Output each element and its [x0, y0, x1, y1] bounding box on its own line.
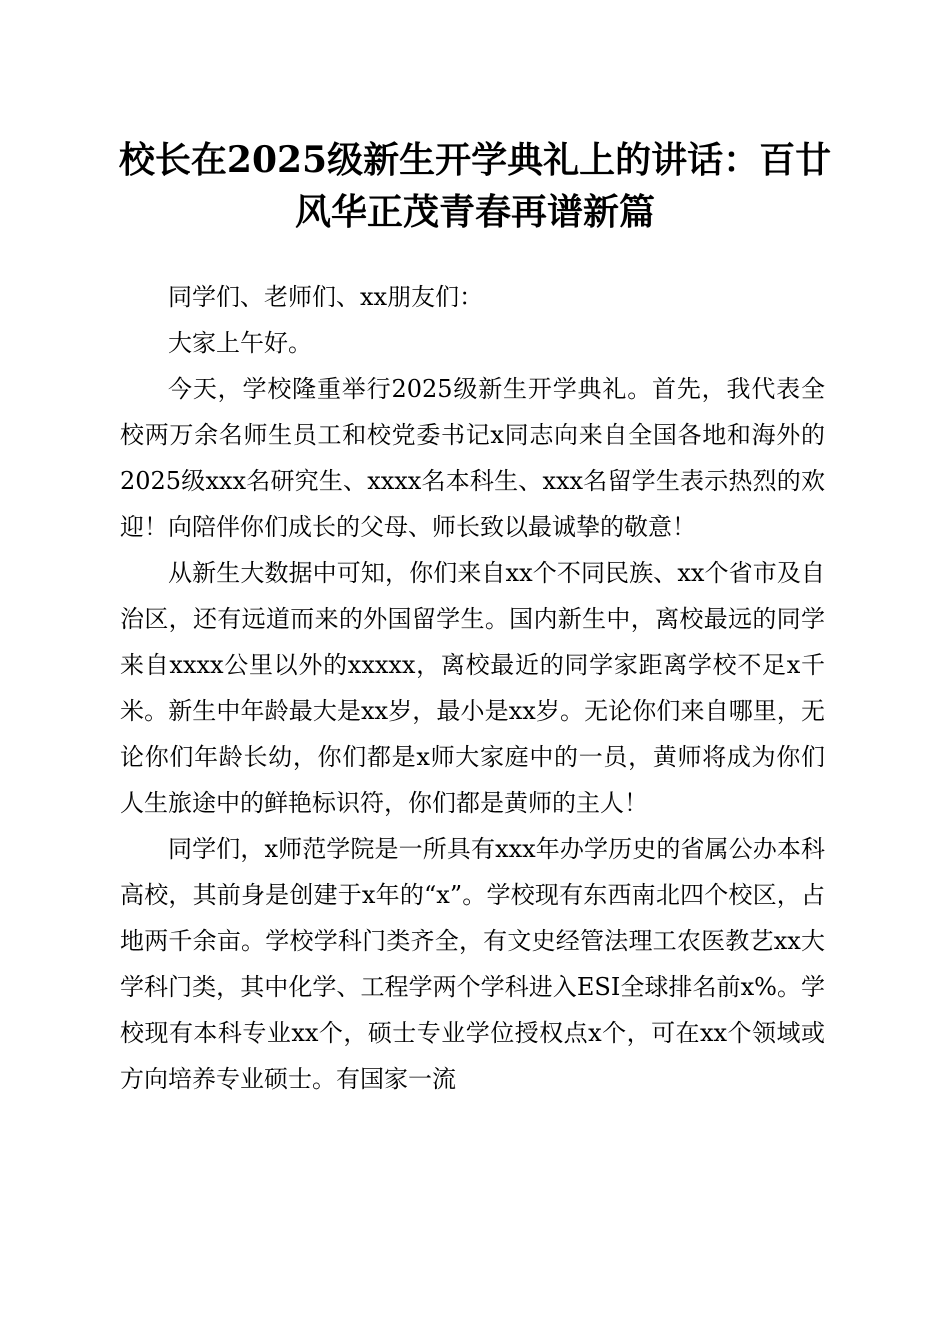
greeting-paragraph: 大家上午好。	[168, 329, 312, 357]
document-title	[118, 134, 832, 238]
freshman-data-paragraph: 从新生大数据中可知，你们来自xx个不同民族、xx个省市及自治区，还有远道而来的外国留学生。国内新生中，离校最远的同学来自xxxx公里以外的xxxxx，离校最近的同学家距离学校不足x千米。新生中年龄最大是xx岁，最小是xx岁。无论你们来自哪里，无论你们年龄长幼，你们都是x师大家庭中的一员，黄师将成为你们人生旅途中的鲜艳标识符，你们都是黄师的主人！	[120, 559, 825, 817]
title-line-1: 校长在2025级新生开学典礼上的讲话：百廿	[118, 139, 832, 181]
welcome-paragraph: 今天，学校隆重举行2025级新生开学典礼。首先，我代表全校两万余名师生员工和校党委书记x同志向来自全国各地和海外的2025级xxx名研究生、xxxx名本科生、xxx名留学生表示热烈的欢迎！向陪伴你们成长的父母、师长致以最诚挚的敬意！	[120, 375, 825, 541]
document-body	[120, 274, 825, 1102]
salutation-paragraph: 同学们、老师们、xx朋友们：	[168, 283, 484, 311]
school-intro-paragraph: 同学们，x师范学院是一所具有xxx年办学历史的省属公办本科高校，其前身是创建于x年的“x”。学校现有东西南北四个校区，占地两千余亩。学校学科门类齐全，有文史经管法理工农医教艺xx大学科门类，其中化学、工程学两个学科进入ESI全球排名前x%。学校现有本科专业xx个，硕士专业学位授权点x个，可在xx个领域或方向培养专业硕士。有国家一流	[120, 835, 825, 1093]
title-line-2: 风华正茂青春再谱新篇	[294, 191, 655, 233]
